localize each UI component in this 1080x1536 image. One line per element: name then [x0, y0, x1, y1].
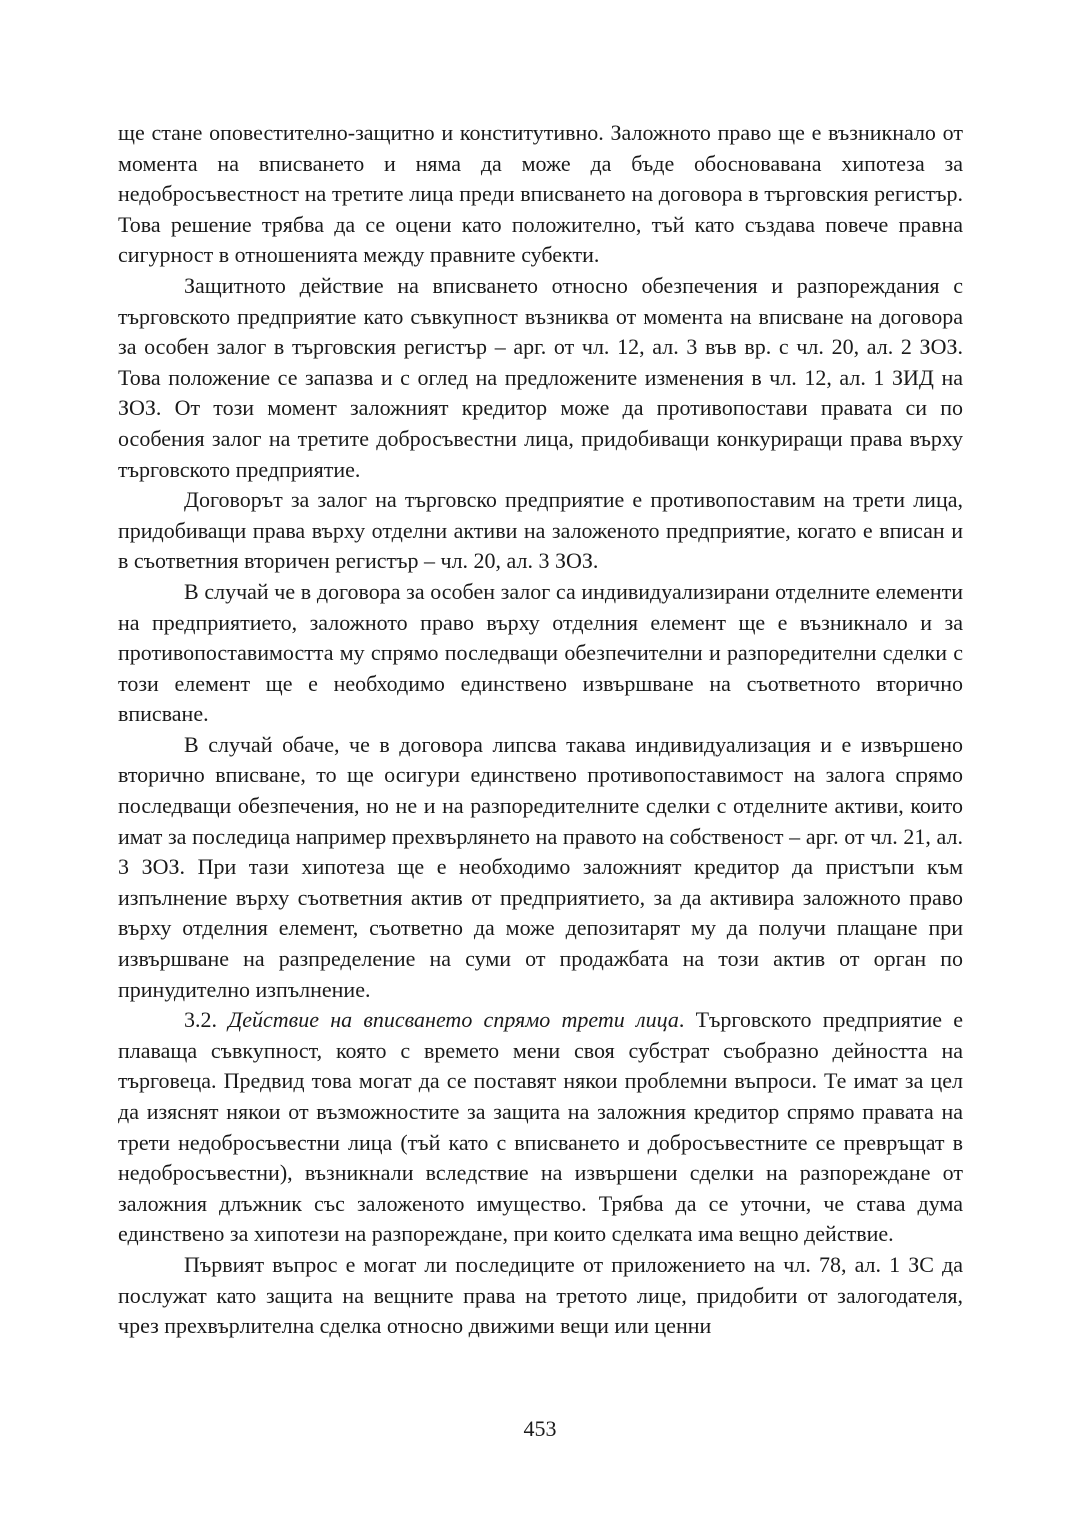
paragraph-4: В случай че в договора за особен залог са индивидуализирани отделните елементи на предприятието, заложното право върху отделния елемент ще е възникнало и за противопоставимостта му спрямо последващи обезпечителни и разпоредителни сделки с този елемент ще е необходимо единствено извършване на съответното вторично вписване.	[118, 578, 963, 727]
paragraph-2: Защитното действие на вписването относно обезпечения и разпореждания с търговското предприятие като съвкупност възниква от момента на вписване на договора за особен залог в търговския регистър – арг. от чл. 12, ал. 3 във вр. с чл. 20, ал. 2 ЗОЗ. Това положение се запазва и с оглед на предложените изменения в чл. 12, ал. 1 ЗИД на ЗОЗ. От този момент заложният кредитор може да противопостави правата си по особения залог на третите добросъвестни лица, придобиващи конкуриращи права върху търговското предприятие.	[118, 272, 963, 482]
paragraph-7: Първият въпрос е могат ли последиците от приложението на чл. 78, ал. 1 ЗС да послужат като защита на вещните права на третото лице, придобити от залогодателя, чрез прехвърлителна сделка относно движими вещи или ценни	[118, 1251, 963, 1339]
section-number: 3.2.	[184, 1007, 229, 1033]
page-number: 453	[523, 1416, 557, 1441]
paragraph-5: В случай обаче, че в договора липсва такава индивидуализация и е извършено вторично вписване, то ще осигури единствено противопоставимост на залога спрямо последващи обезпечения, но не и на разпоредителните сделки с отделните активи, които имат за последица например прехвърлянето на правото на собственост – арг. от чл. 21, ал. 3 ЗОЗ. При тази хипотеза ще е необходимо заложният кредитор да пристъпи към изпълнение върху съответния актив от предприятието, за да активира заложното право върху отделния елемент, съответно да може депозитарят му да получи плащане при извършване на разпределение на суми от продажбата на този актив от орган по принудително изпълнение.	[118, 731, 963, 1002]
document-page	[118, 118, 963, 1342]
paragraph-6	[118, 1005, 963, 1250]
paragraph-6-body: . Търговското предприятие е плаваща съвкупност, която с времето мени своя субстрат съобразно дейността на търговеца. Предвид това могат да се поставят някои проблемни въпроси. Те имат за цел да изяснят някои от възможностите за защита на заложния кредитор спрямо правата на трети недобросъвестни лица (тъй като с вписването и добросъвестните се превръщат в недобросъвестни), възникнали вследствие на извършени сделки на разпореждане от заложния длъжник със заложеното имущество. Трябва да се уточни, че става дума единствено за хипотези на разпореждане, при които сделката има вещно действие.	[118, 1007, 963, 1247]
paragraph-1: ще стане оповестително-защитно и конститутивно. Заложното право ще е възникнало от момента на вписването и няма да може да бъде обосновавана хипотеза за недобросъвестност на третите лица преди вписването на договора в търговския регистър. Това решение трябва да се оцени като положително, тъй като създава повече правна сигурност в отношенията между правните субекти.	[118, 120, 963, 268]
paragraph-3: Договорът за залог на търговско предприятие е противопоставим на трети лица, придобиващи права върху отделни активи на заложеното предприятие, когато е вписан и в съответния вторичен регистър – чл. 20, ал. 3 ЗОЗ.	[118, 487, 963, 574]
section-heading: Действие на вписването спрямо трети лица	[228, 1007, 679, 1033]
